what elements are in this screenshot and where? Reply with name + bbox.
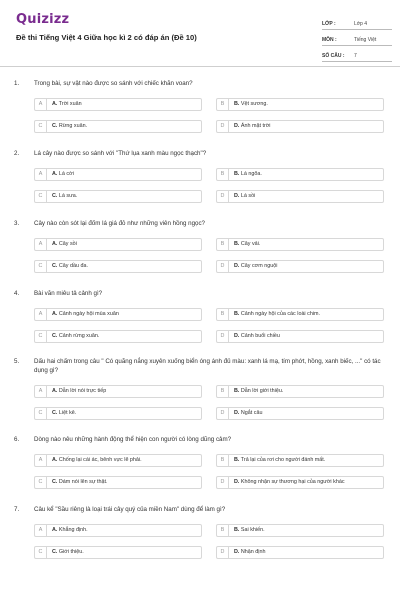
option-text: Lá sưa. — [57, 193, 78, 199]
option-letter: C — [35, 331, 47, 342]
question-text: Cây nào còn sót lại đốm lá giá đỏ như những viên hồng ngọc? — [34, 220, 205, 227]
option-text: Cây cơm nguội — [239, 263, 278, 269]
meta-value: Lớp 4 — [354, 21, 368, 27]
meta-key: SỐ CÂU : — [322, 53, 345, 59]
option-letter: B — [217, 99, 229, 110]
option-text: Dẫn lời giới thiệu. — [239, 388, 284, 394]
question-number: 7. — [14, 506, 20, 513]
option-label: B. — [234, 171, 240, 177]
option-d[interactable] — [216, 330, 384, 343]
meta-row-grade — [322, 14, 392, 30]
option-a[interactable] — [34, 308, 202, 321]
option-letter: B — [217, 169, 229, 180]
option-label: D. — [234, 549, 240, 555]
option-text: Trời xuân — [57, 101, 82, 107]
option-letter: A — [35, 169, 47, 180]
question-number: 2. — [14, 150, 20, 157]
option-letter: C — [35, 191, 47, 202]
option-text: Dám nói lên sự thật. — [57, 479, 108, 485]
option-label: D. — [234, 410, 240, 416]
option-letter: D — [217, 121, 229, 132]
option-letter: B — [217, 386, 229, 397]
option-text: Rừng xuân. — [57, 123, 88, 129]
header-divider — [0, 66, 400, 67]
option-label: B. — [234, 311, 240, 317]
option-text: Khẳng định. — [57, 527, 88, 533]
option-b[interactable] — [216, 308, 384, 321]
option-d[interactable] — [216, 260, 384, 273]
option-letter: C — [35, 121, 47, 132]
option-label: A. — [52, 527, 58, 533]
option-text: Lá sồi — [239, 193, 256, 199]
option-label: D. — [234, 193, 240, 199]
option-text: Chống lại cái ác, bênh vực lẽ phải. — [57, 457, 142, 463]
question-text: Dấu hai chấm trong câu " Có quãng nắng xuyên xuống biển óng ánh đủ màu: xanh lá mạ, tím phớt, hồng, xanh biếc, ..." có tác dụng gì? — [34, 358, 381, 374]
option-letter: A — [35, 455, 47, 466]
option-label: C. — [52, 193, 58, 199]
option-a[interactable] — [34, 238, 202, 251]
option-label: A. — [52, 311, 58, 317]
meta-row-subject — [322, 30, 392, 46]
option-letter: D — [217, 261, 229, 272]
option-label: C. — [52, 479, 58, 485]
option-c[interactable] — [34, 120, 202, 133]
option-text: Không nhận sự thương hại của người khác — [239, 479, 345, 485]
option-c[interactable] — [34, 190, 202, 203]
option-text: Vệt sương. — [239, 101, 268, 107]
option-c[interactable] — [34, 260, 202, 273]
option-letter: D — [217, 331, 229, 342]
option-letter: A — [35, 309, 47, 320]
option-letter: D — [217, 191, 229, 202]
meta-value: Tiếng Việt — [354, 37, 377, 43]
option-c[interactable] — [34, 546, 202, 559]
option-label: A. — [52, 388, 58, 394]
question-number: 5. — [14, 358, 20, 365]
option-letter: B — [217, 455, 229, 466]
question-text: Bài văn miêu tả cảnh gì? — [34, 290, 103, 297]
question-text: Dòng nào nêu những hành động thể hiện con người có lòng dũng cảm? — [34, 436, 232, 443]
question-text: Trong bài, sự vật nào được so sánh với chiếc khăn voan? — [34, 80, 193, 87]
option-label: D. — [234, 263, 240, 269]
option-a[interactable] — [34, 524, 202, 537]
option-text: Cảnh buổi chiều — [239, 333, 280, 339]
option-text: Nhận định — [239, 549, 266, 555]
option-letter: D — [217, 477, 229, 488]
option-text: Dẫn lời nói trực tiếp — [57, 388, 107, 394]
option-text: Ngắt câu — [239, 410, 263, 416]
option-d[interactable] — [216, 190, 384, 203]
option-a[interactable] — [34, 454, 202, 467]
meta-key: MÔN : — [322, 37, 337, 43]
option-text: Trả lại của rơi cho người đánh mất. — [239, 457, 326, 463]
option-label: C. — [52, 549, 58, 555]
option-label: C. — [52, 123, 58, 129]
option-label: D. — [234, 479, 240, 485]
option-label: B. — [234, 101, 240, 107]
option-letter: B — [217, 309, 229, 320]
option-label: C. — [52, 263, 58, 269]
worksheet-meta — [322, 14, 392, 62]
option-d[interactable] — [216, 407, 384, 420]
question-number: 4. — [14, 290, 20, 297]
question-number: 3. — [14, 220, 20, 227]
option-c[interactable] — [34, 407, 202, 420]
option-text: Cây sồi — [57, 241, 77, 247]
question-text: Lá cây nào được so sánh với "Thứ lụa xanh màu ngọc thạch"? — [34, 150, 207, 157]
option-text: Cây dầu đa. — [57, 263, 88, 269]
option-text: Cảnh rừng xuân. — [57, 333, 100, 339]
option-text: Ánh mặt trời — [239, 123, 271, 129]
option-label: A. — [52, 457, 58, 463]
option-label: A. — [52, 171, 58, 177]
option-label: C. — [52, 410, 58, 416]
option-label: C. — [52, 333, 58, 339]
question-text: Câu kể "Sầu riêng là loại trái cây quý của miền Nam" dùng để làm gì? — [34, 506, 226, 513]
option-a[interactable] — [34, 168, 202, 181]
option-letter: B — [217, 525, 229, 536]
meta-row-question-count — [322, 46, 392, 62]
option-text: Cảnh ngày hội của các loài chim. — [239, 311, 321, 317]
option-letter: B — [217, 239, 229, 250]
option-label: B. — [234, 527, 240, 533]
option-text: Giới thiệu. — [57, 549, 84, 555]
option-text: Cảnh ngày hội mùa xuân — [57, 311, 119, 317]
option-letter: A — [35, 99, 47, 110]
option-label: A. — [52, 101, 58, 107]
question-number: 6. — [14, 436, 20, 443]
option-d[interactable] — [216, 476, 384, 489]
option-text: Liệt kê. — [57, 410, 77, 416]
option-a[interactable] — [34, 98, 202, 111]
option-letter: D — [217, 408, 229, 419]
option-letter: A — [35, 386, 47, 397]
option-b[interactable] — [216, 98, 384, 111]
option-text: Lá ngõa. — [239, 171, 262, 177]
option-label: B. — [234, 241, 240, 247]
option-d[interactable] — [216, 120, 384, 133]
option-label: B. — [234, 388, 240, 394]
page-title: Đề thi Tiếng Việt 4 Giữa học kì 2 có đáp án (Đề 10) — [16, 33, 197, 42]
option-c[interactable] — [34, 476, 202, 489]
meta-value: 7 — [354, 53, 357, 59]
option-b[interactable] — [216, 238, 384, 251]
option-d[interactable] — [216, 546, 384, 559]
option-b[interactable] — [216, 168, 384, 181]
option-b[interactable] — [216, 524, 384, 537]
option-label: B. — [234, 457, 240, 463]
question-number: 1. — [14, 80, 20, 87]
meta-key: LỚP : — [322, 21, 336, 27]
option-label: A. — [52, 241, 58, 247]
option-letter: C — [35, 261, 47, 272]
option-letter: C — [35, 547, 47, 558]
option-letter: C — [35, 477, 47, 488]
option-text: Sai khiến. — [239, 527, 265, 533]
option-label: D. — [234, 123, 240, 129]
option-c[interactable] — [34, 330, 202, 343]
option-text: Lá cời — [57, 171, 74, 177]
option-b[interactable] — [216, 385, 384, 398]
option-letter: C — [35, 408, 47, 419]
quizizz-logo: Quizizz — [16, 12, 70, 27]
option-letter: D — [217, 547, 229, 558]
option-b[interactable] — [216, 454, 384, 467]
option-text: Cây vải. — [239, 241, 261, 247]
option-label: D. — [234, 333, 240, 339]
option-letter: A — [35, 239, 47, 250]
option-a[interactable] — [34, 385, 202, 398]
option-letter: A — [35, 525, 47, 536]
